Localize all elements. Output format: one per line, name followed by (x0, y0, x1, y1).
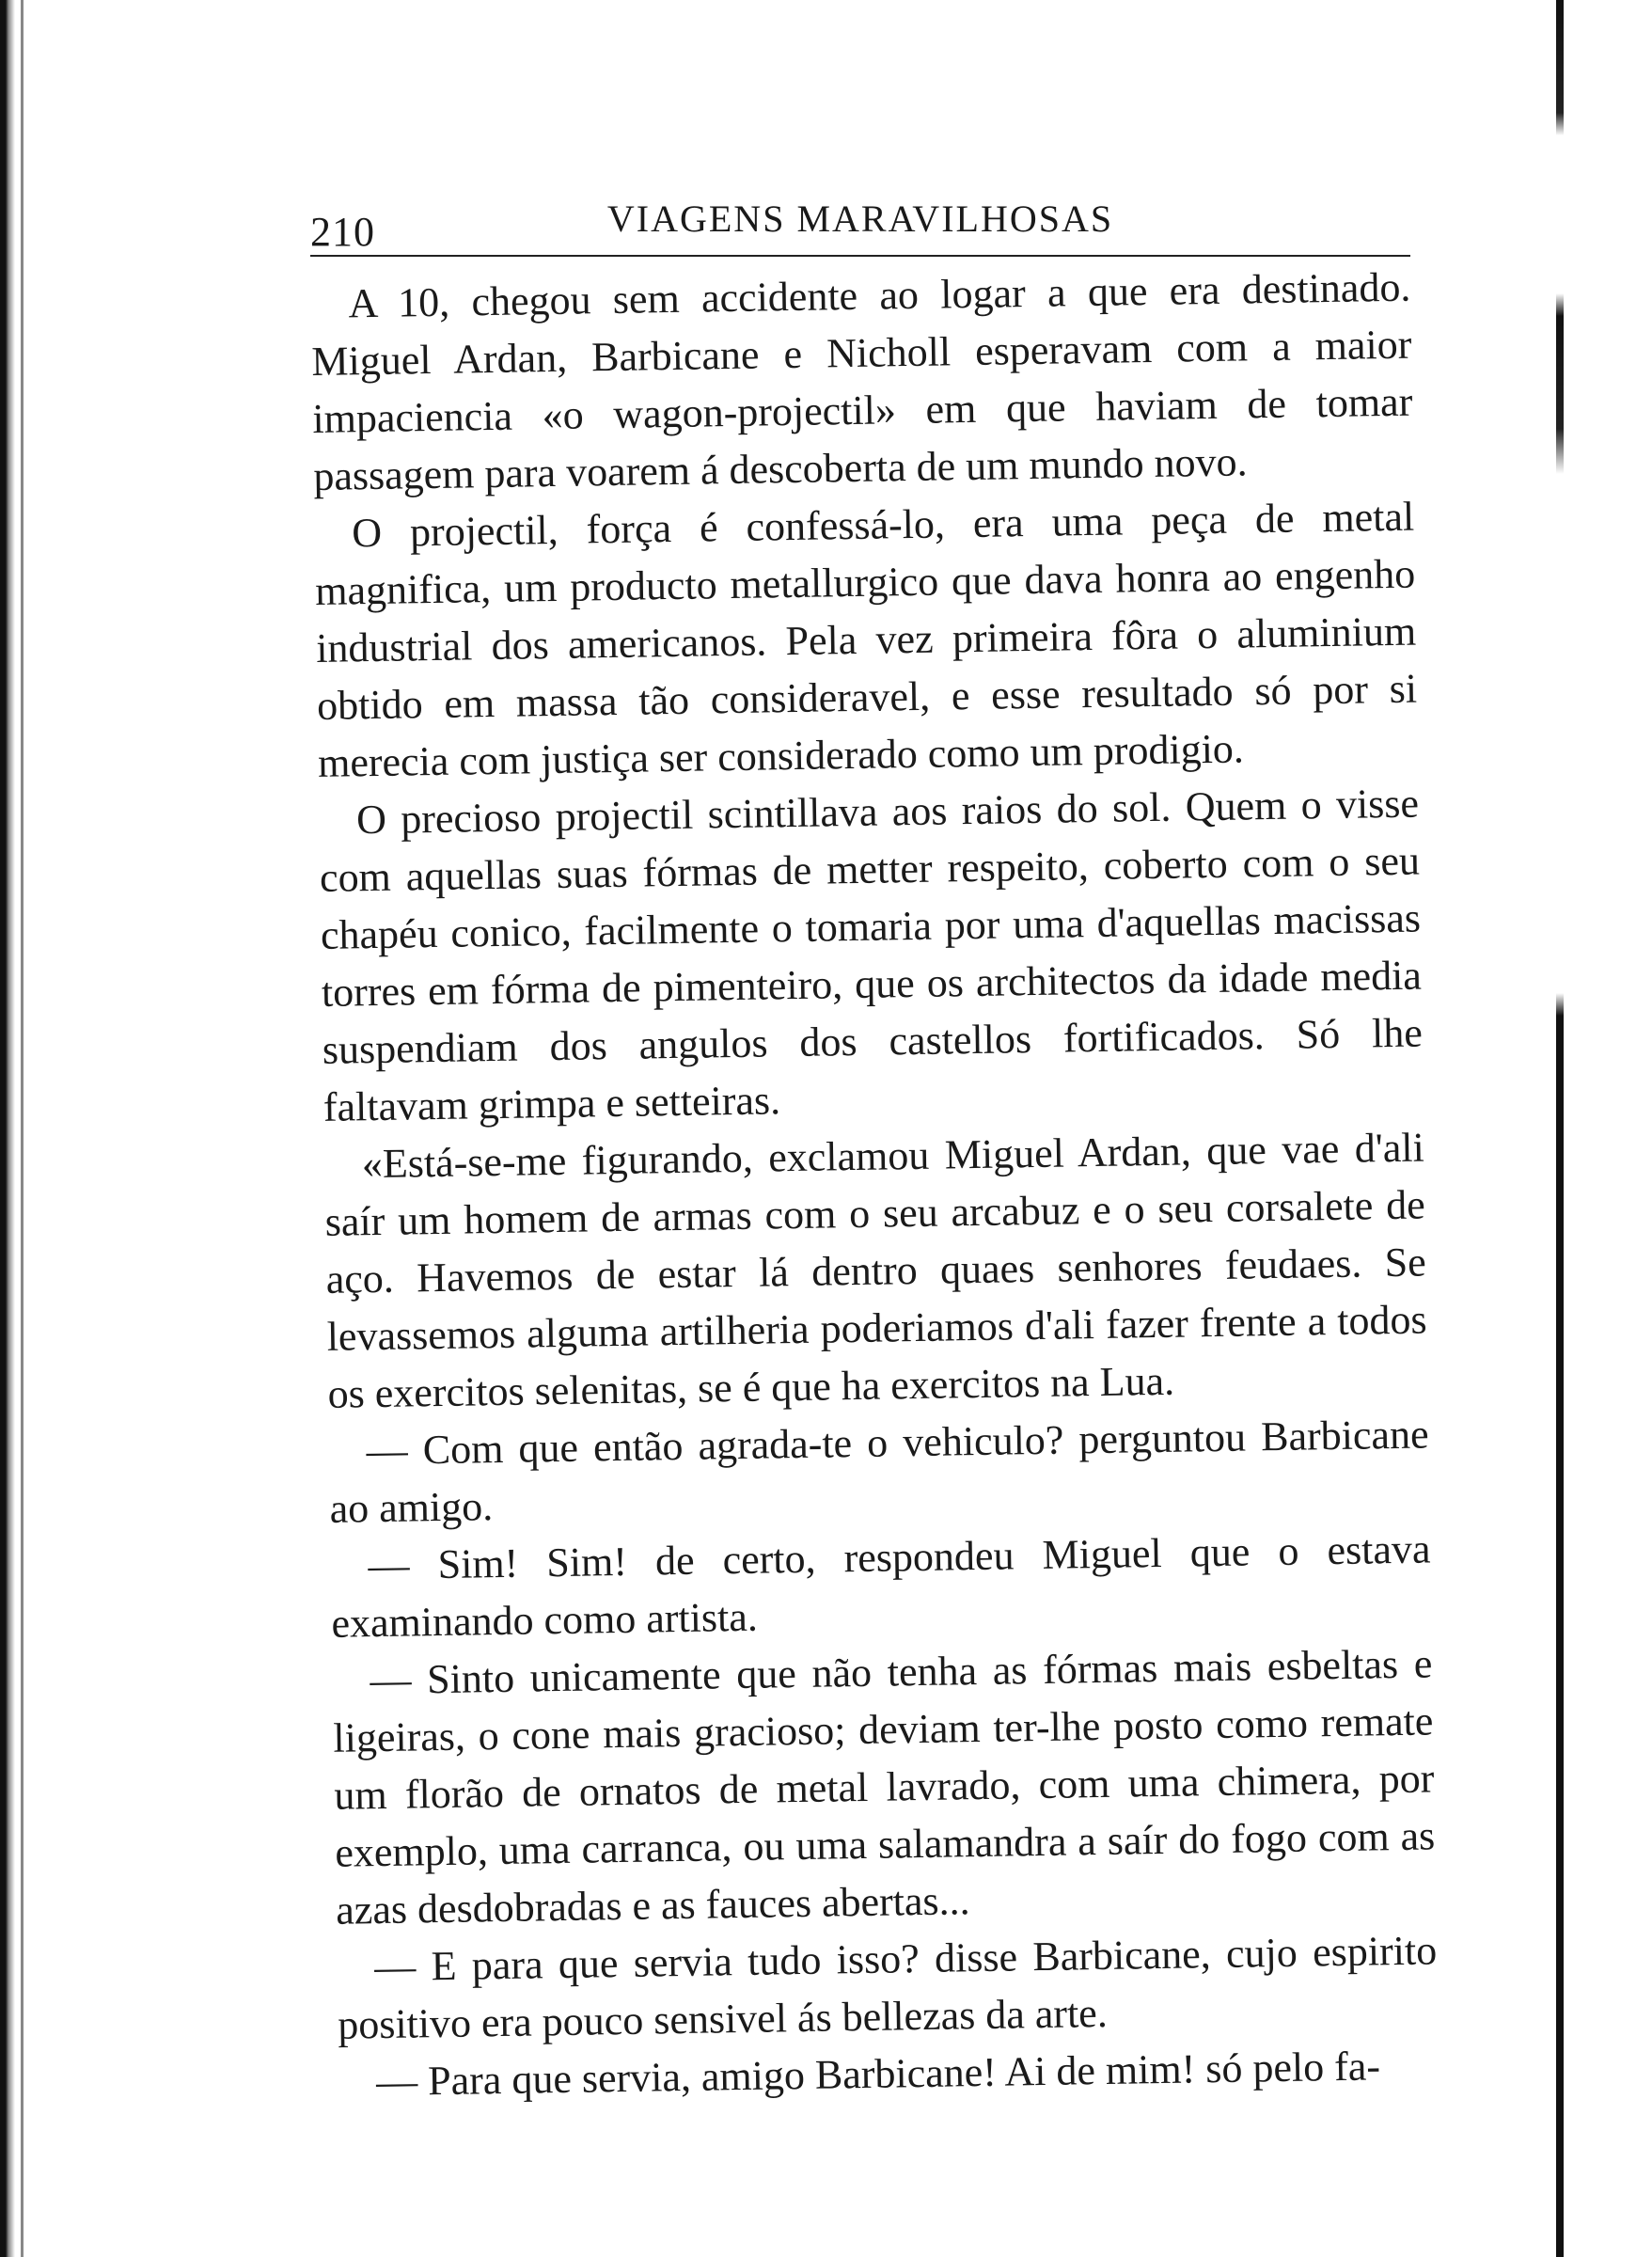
binding-shadow (0, 0, 15, 2257)
book-page (310, 174, 1438, 2111)
page-edge (1556, 0, 1564, 2257)
running-title: VIAGENS MARAVILHOSAS (606, 197, 1114, 240)
paragraph: O projectil, força é confessá-lo, era uma peça de metal magnifica, um producto metallurgico que dava honra ao engenho industrial dos americanos. Pela vez primeira fôra o aluminium obtido em massa tão consideravel, e esse resultado só por si merecia com justiça ser considerado como um prodigio. (314, 493, 1418, 786)
page-number: 210 (310, 209, 375, 255)
paragraph: O precioso projectil scintillava aos raios do sol. Quem o visse com aquellas suas fórmas de metter respeito, coberto com o seu chapéu conico, facilmente o tomaria por uma d'aquellas macissas torres em fórma de pimenteiro, que os architectos da idade media suspendiam dos angulos dos castellos fortificados. Só lhe faltavam grimpa e setteiras. (319, 780, 1424, 1130)
paragraph: «Está-se-me figurando, exclamou Miguel Ardan, que vae d'ali saír um homem de armas com o seu arcabuz e o seu corsalete de aço. Havemos de estar lá dentro quaes senhores feudaes. Se levassemos alguma artilheria poderiamos d'ali fazer frente a todos os exercitos selenitas, se é que ha exercitos na Lua. (324, 1124, 1427, 1417)
paragraph: A 10, chegou sem accidente ao logar a que era destinado. Miguel Ardan, Barbicane e Nicholl esperavam com a maior impaciencia «o wagon-projectil» em que haviam de tomar passagem para voarem á descoberta de um mundo novo. (311, 263, 1413, 499)
binding-line (21, 0, 24, 2257)
dialogue-line: — Com que então agrada-te o vehiculo? perguntou Barbicane ao amigo. (329, 1411, 1429, 1532)
dialogue-line: — Sinto unicamente que não tenha as fórmas mais esbeltas e ligeiras, o cone mais gracioso; deviam ter-lhe posto como remate um florão de ornatos de metal lavrado, com uma chimera, por exemplo, uma carranca, ou uma salamandra a saír do fogo com as azas desdobradas e as fauces abertas... (333, 1640, 1436, 1933)
dialogue-line: — E para que servia tudo isso? disse Barbicane, cujo espirito positivo era pouco sensivel ás bellezas da arte. (337, 1927, 1438, 2048)
dialogue-line: — Sim! Sim! de certo, respondeu Miguel que o estava examinando como artista. (331, 1525, 1431, 1647)
dialogue-line: — Para que servia, amigo Barbicane! Ai de mim! só pelo fa- (375, 2043, 1381, 2106)
running-head (310, 174, 1410, 257)
body-text (310, 259, 1440, 2111)
